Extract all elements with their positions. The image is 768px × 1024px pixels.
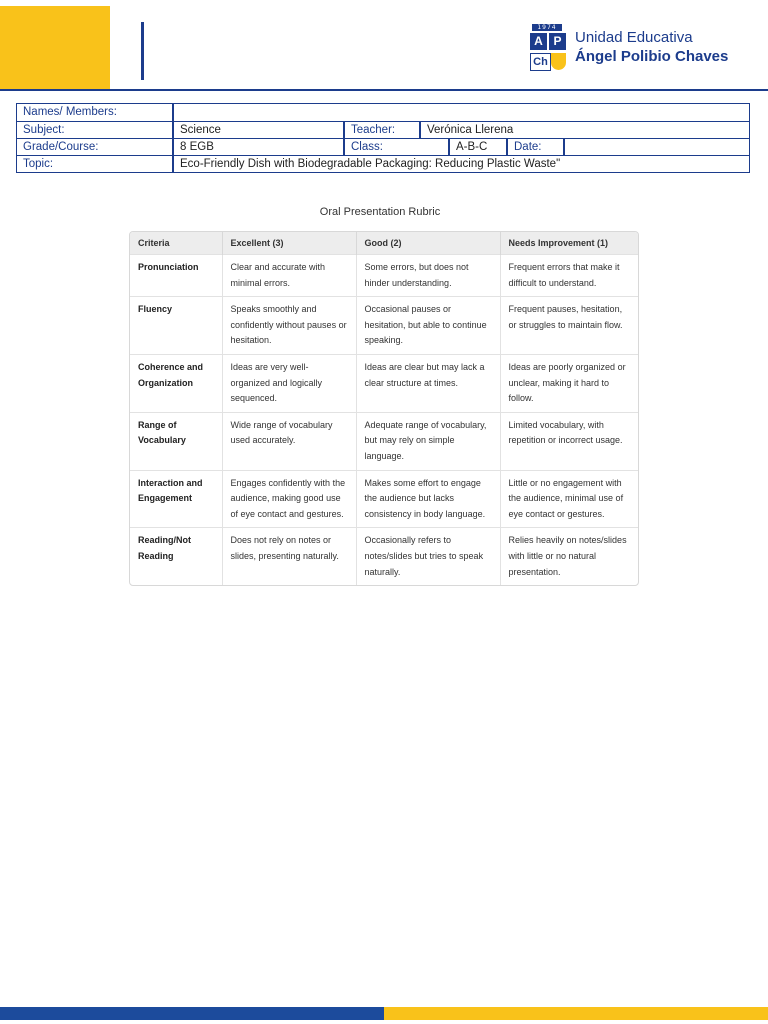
grade-field[interactable]: 8 EGB	[172, 139, 343, 155]
criteria-cell: Pronunciation	[130, 255, 222, 297]
excellent-cell: Ideas are very well-organized and logically sequenced.	[222, 354, 356, 412]
logo-shield-shape	[551, 53, 566, 70]
rubric-table	[129, 231, 639, 586]
school-logo-mark	[522, 24, 570, 74]
header-good: Good (2)	[356, 232, 500, 255]
date-field[interactable]	[563, 139, 749, 155]
topic-field[interactable]: Eco-Friendly Dish with Biodegradable Packaging: Reducing Plastic Waste"	[172, 156, 749, 172]
excellent-cell: Wide range of vocabulary used accurately.	[222, 412, 356, 470]
header-yellow-block	[0, 6, 110, 90]
table-row	[130, 470, 639, 528]
criteria-cell: Range of Vocabulary	[130, 412, 222, 470]
logo-year: 1974	[532, 24, 562, 31]
class-field[interactable]: A-B-C	[448, 139, 506, 155]
excellent-cell: Does not rely on notes or slides, presenting naturally.	[222, 528, 356, 585]
date-label: Date:	[506, 139, 563, 155]
info-row-topic	[17, 155, 749, 172]
header-rule	[0, 89, 768, 91]
header-criteria: Criteria	[130, 232, 222, 255]
school-name-line1: Unidad Educativa	[575, 29, 693, 46]
table-row	[130, 354, 639, 412]
student-info-table	[16, 103, 750, 173]
subject-label: Subject:	[23, 124, 65, 136]
logo-letter-p: P	[549, 33, 566, 50]
names-label: Names/ Members:	[23, 106, 117, 118]
header-needs-improvement: Needs Improvement (1)	[500, 232, 639, 255]
rubric-header-row	[130, 232, 639, 255]
table-row	[130, 255, 639, 297]
good-cell: Occasionally refers to notes/slides but tries to speak naturally.	[356, 528, 500, 585]
rubric-title: Oral Presentation Rubric	[319, 206, 441, 218]
class-label: Class:	[343, 139, 448, 155]
school-name-line2: Ángel Polibio Chaves	[575, 48, 729, 65]
good-cell: Ideas are clear but may lack a clear structure at times.	[356, 354, 500, 412]
good-cell: Makes some effort to engage the audience but lacks consistency in body language.	[356, 470, 500, 528]
school-logo	[522, 24, 762, 76]
info-row-grade	[17, 138, 749, 155]
criteria-cell: Fluency	[130, 297, 222, 355]
logo-letter-ch: Ch	[530, 53, 551, 71]
header-divider-bar	[141, 22, 144, 80]
teacher-label: Teacher:	[343, 122, 419, 138]
needs-improvement-cell: Ideas are poorly organized or unclear, making it hard to follow.	[500, 354, 639, 412]
table-row	[130, 528, 639, 585]
needs-improvement-cell: Relies heavily on notes/slides with little or no natural presentation.	[500, 528, 639, 585]
topic-label: Topic:	[23, 158, 54, 170]
logo-letter-a: A	[530, 33, 547, 50]
subject-field[interactable]: Science	[172, 122, 343, 138]
info-row-subject	[17, 121, 749, 138]
criteria-cell: Interaction and Engagement	[130, 470, 222, 528]
excellent-cell: Engages confidently with the audience, making good use of eye contact and gestures.	[222, 470, 356, 528]
info-row-names	[17, 104, 749, 121]
good-cell: Occasional pauses or hesitation, but able to continue speaking.	[356, 297, 500, 355]
table-row	[130, 412, 639, 470]
excellent-cell: Speaks smoothly and confidently without pauses or hesitation.	[222, 297, 356, 355]
header-excellent: Excellent (3)	[222, 232, 356, 255]
excellent-cell: Clear and accurate with minimal errors.	[222, 255, 356, 297]
names-field[interactable]	[172, 104, 749, 121]
needs-improvement-cell: Frequent pauses, hesitation, or struggles to maintain flow.	[500, 297, 639, 355]
needs-improvement-cell: Little or no engagement with the audience, minimal use of eye contact or gestures.	[500, 470, 639, 528]
grade-label: Grade/Course:	[23, 141, 99, 153]
table-row	[130, 297, 639, 355]
criteria-cell: Reading/Not Reading	[130, 528, 222, 585]
footer-yellow-bar	[384, 1007, 768, 1020]
needs-improvement-cell: Frequent errors that make it difficult to understand.	[500, 255, 639, 297]
needs-improvement-cell: Limited vocabulary, with repetition or incorrect usage.	[500, 412, 639, 470]
teacher-field[interactable]: Verónica Llerena	[419, 122, 749, 138]
criteria-cell: Coherence and Organization	[130, 354, 222, 412]
good-cell: Adequate range of vocabulary, but may rely on simple language.	[356, 412, 500, 470]
footer-blue-bar	[0, 1007, 384, 1020]
good-cell: Some errors, but does not hinder understanding.	[356, 255, 500, 297]
